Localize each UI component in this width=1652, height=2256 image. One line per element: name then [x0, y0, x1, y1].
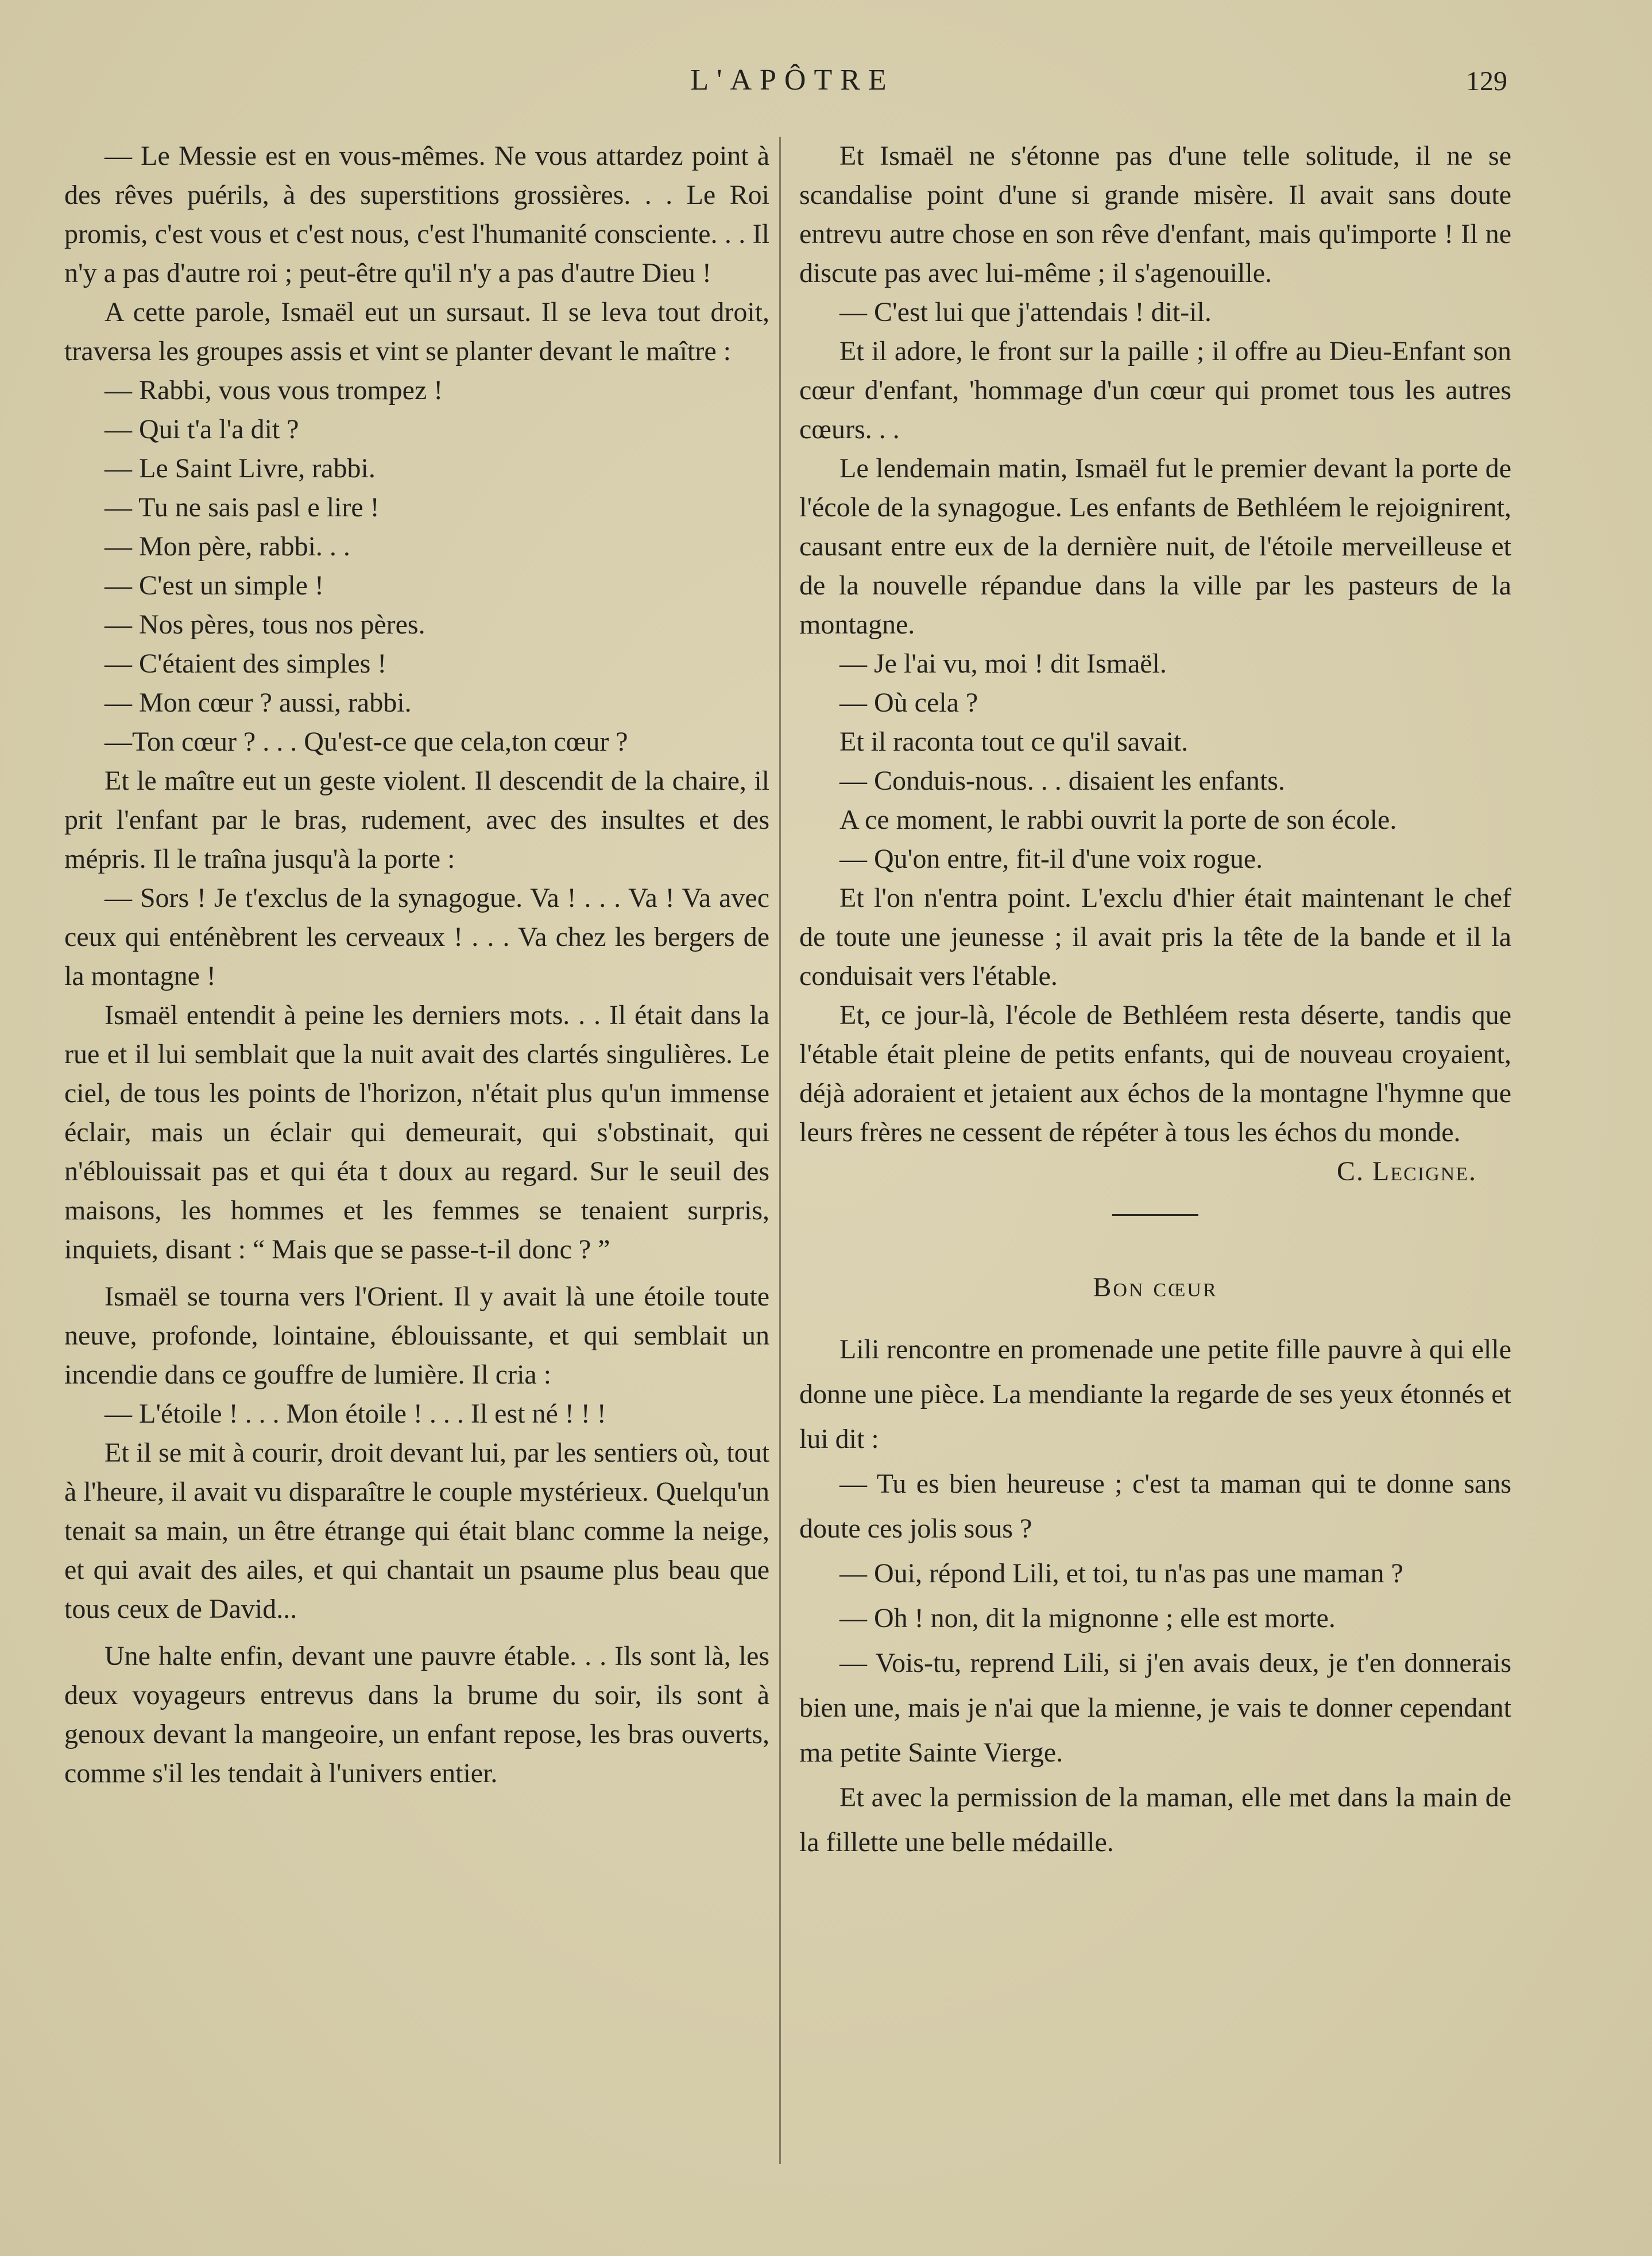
dialogue-line: — Sors ! Je t'exclus de la synagogue. Va ! . . . Va ! Va avec ceux qui enténèbrent les cerveaux ! . . . Va chez les bergers de la montagne ! [64, 883, 769, 991]
dialogue-line: — C'est un simple ! [105, 570, 324, 601]
dialogue-line: —Ton cœur ? . . . Qu'est-ce que cela,ton cœur ? [105, 727, 628, 757]
paragraph: Et Ismaël ne s'étonne pas d'une telle solitude, il ne se scandalise point d'une si grande misère. Il avait sans doute entrevu autre chose en son rêve d'enfant, mais qu'importe ! Il ne discute pas avec lui-même ; il s'agenouille. [799, 141, 1511, 288]
paragraph: Et il adore, le front sur la paille ; il offre au Dieu-Enfant son cœur d'enfant, 'hommage d'un cœur qui promet tous les autres cœurs. . . [799, 336, 1511, 445]
dialogue-line: — C'étaient des simples ! [105, 648, 387, 679]
author-signature: C. Lecigne. [1337, 1156, 1477, 1187]
paragraph: Et il se mit à courir, droit devant lui, par les sentiers où, tout à l'heure, il avait vu disparaître le couple mystérieux. Quelqu'un tenait sa main, un être étrange qui était blanc comme la neige, et qui avait des ailes, et qui chantait un psaume plus beau que tous ceux de David... [64, 1438, 769, 1624]
page-number: 129 [1466, 66, 1507, 96]
running-head: L'APÔTRE [690, 64, 895, 96]
dialogue-line: — Qui t'a l'a dit ? [105, 414, 299, 445]
dialogue-line: — Où cela ? [839, 687, 978, 718]
paragraph: Et le maître eut un geste violent. Il descendit de la chaire, il prit l'enfant par le bras, rudement, avec des insultes et des mépris. Il le traîna jusqu'à la porte : [64, 766, 769, 874]
dialogue-line: — Conduis-nous. . . disaient les enfants. [839, 766, 1285, 796]
story-bon-coeur [799, 1265, 1511, 1865]
dialogue-line: — Tu es bien heureuse ; c'est ta maman qui te donne sans doute ces jolis sous ? [799, 1469, 1511, 1544]
dialogue-line: — Tu ne sais pasl e lire ! [105, 492, 380, 523]
paragraph: Ismaël entendit à peine les derniers mots. . . Il était dans la rue et il lui semblait que la nuit avait des clartés singulières. Le ciel, de tous les points de l'horizon, n'était plus qu'un immense éclair, mais un éclair qui demeurait, qui s'obstinait, qui n'éblouissait pas et qui éta t doux au regard. Sur le seuil des maisons, les hommes et les femmes se tenaient surpris, inquiets, disant : “ Mais que se passe-t-il donc ? ” [64, 1000, 769, 1265]
paragraph: Lili rencontre en promenade une petite fille pauvre à qui elle donne une pièce. La mendiante la regarde de ses yeux étonnés et lui dit : [799, 1334, 1511, 1454]
paragraph: Ismaël se tourna vers l'Orient. Il y avait là une étoile toute neuve, profonde, lointaine, éblouissante, et qui semblait un incendie dans ce gouffre de lumière. Il cria : [64, 1281, 769, 1390]
paragraph: A cette parole, Ismaël eut un sursaut. Il se leva tout droit, traversa les groupes assis et vint se planter devant le maître : [64, 297, 769, 366]
page-header [0, 63, 1652, 109]
dialogue-line: — Rabbi, vous vous trompez ! [105, 375, 443, 405]
paragraph: Et, ce jour-là, l'école de Bethléem resta déserte, tandis que l'étable était pleine de petits enfants, qui de nouveau croyaient, déjà adoraient et jetaient aux échos de la montagne l'hymne que leurs frères ne cessent de répéter à tous les échos du monde. [799, 1000, 1511, 1148]
paragraph: Le lendemain matin, Ismaël fut le premier devant la porte de l'école de la synagogue. Les enfants de Bethléem le rejoignirent, causant entre eux de la dernière nuit, de l'étoile merveilleuse et de la nouvelle répandue dans la ville par les pasteurs de la montagne. [799, 453, 1511, 640]
dialogue-line: — Je l'ai vu, moi ! dit Ismaël. [839, 648, 1167, 679]
column-divider [779, 137, 781, 2164]
paragraph: Et l'on n'entra point. L'exclu d'hier était maintenant le chef de toute une jeunesse ; il avait pris la tête de la bande et il la conduisait vers l'étable. [799, 883, 1511, 991]
dialogue-line: — Qu'on entre, fit-il d'une voix rogue. [839, 844, 1263, 874]
dialogue-line: — C'est lui que j'attendais ! dit-il. [839, 297, 1212, 327]
dialogue-line: — Le Saint Livre, rabbi. [105, 453, 376, 484]
paragraph: A ce moment, le rabbi ouvrit la porte de son école. [839, 805, 1397, 835]
dialogue-line: — Vois-tu, reprend Lili, si j'en avais deux, je t'en donnerais bien une, mais je n'ai que la mienne, je vais te donner cependant ma petite Sainte Vierge. [799, 1648, 1511, 1768]
dialogue-line: — Mon père, rabbi. . . [105, 531, 350, 562]
dialogue-line: — Nos pères, tous nos pères. [105, 609, 425, 640]
paragraph: Une halte enfin, devant une pauvre étable. . . Ils sont là, les deux voyageurs entrevus dans la brume du soir, ils sont à genoux devant la mangeoire, un enfant repose, les bras ouverts, comme s'il les tendait à l'univers entier. [64, 1641, 769, 1788]
left-column [64, 137, 769, 1793]
paragraph: — Le Messie est en vous-mêmes. Ne vous attardez point à des rêves puérils, à des superstitions grossières. . . Le Roi promis, c'est vous et c'est nous, c'est l'humanité consciente. . . Il n'y a pas d'autre roi ; peut-être qu'il n'y a pas d'autre Dieu ! [64, 141, 769, 288]
dialogue-line: — L'étoile ! . . . Mon étoile ! . . . Il est né ! ! ! [105, 1399, 606, 1429]
section-separator [1112, 1214, 1198, 1216]
right-column [799, 137, 1511, 1865]
dialogue-line: — Oh ! non, dit la mignonne ; elle est morte. [839, 1603, 1336, 1633]
story-title: Bon cœur [1093, 1272, 1218, 1303]
paragraph: Et il raconta tout ce qu'il savait. [839, 727, 1189, 757]
dialogue-line: — Oui, répond Lili, et toi, tu n'as pas une maman ? [839, 1558, 1403, 1589]
dialogue-line: — Mon cœur ? aussi, rabbi. [105, 687, 412, 718]
paragraph: Et avec la permission de la maman, elle met dans la main de la fillette une belle médaille. [799, 1782, 1511, 1857]
